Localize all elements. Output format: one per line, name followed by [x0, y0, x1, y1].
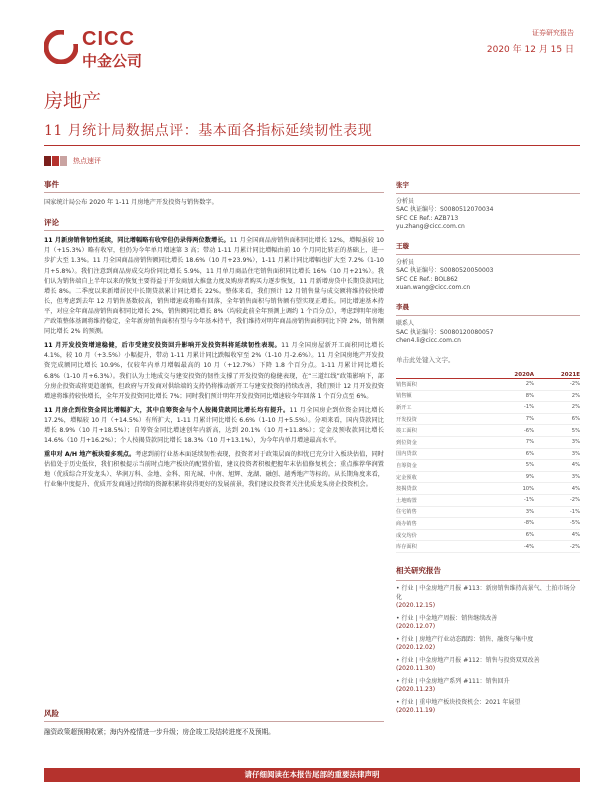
table-cell: 8%: [525, 392, 534, 399]
event-heading: 事件: [44, 180, 59, 189]
table-cell: -1%: [569, 508, 580, 515]
report-date: 2020 年 12 月 15 日: [486, 45, 574, 55]
related-list: [396, 585, 580, 716]
table-cell: 开发投资: [396, 416, 417, 423]
related-item[interactable]: [396, 657, 580, 674]
report-tag: 证券研究报告: [532, 29, 574, 37]
analyst-role: 联系人: [396, 320, 415, 328]
table-cell: -4%: [523, 543, 534, 550]
table-cell: 4%: [571, 532, 580, 539]
table-row: [396, 391, 580, 403]
analyst-name: 王璇: [396, 242, 409, 251]
paragraph-body: 11 月全国商品房销售面积同比增长 12%，增幅虽较 10 月（+15.3%）略有收窄，但仍为今年单月增速第 3 高；带动 1-11 月累计同比增幅由前 10 个月同比转正的基础上，进一步扩大至 1.3%。11 月全国商品房销售额同比增长 18.6%（10 月+23.9%），1-11 月累计同比增幅也扩大至 7.2%（1-10 月+5.8%）。我们注意到商品房成交均价同比增长 5.9%，11 月单月商品住宅销售面积同比增长 16%（10 月+21%）。我们认为销售端自上半年以来的恢复主要得益于开发商加大推盘力度及购房者购买力逐步恢复，11 月新增房贷中长期贷款同比增长 8%。二季度以来新增居民中长期贷款累计同比增长 22%。整体来看，我们预计 12 月销售量与成交额将维持较快增长，但考虑到去年 12 月销售基数较高，销售增速或将略有回落，全年销售面积与销售额有望实现正增长。同比增速基本持平，对应全年商品房销售面积同比增长 2%，销售额同比增长 8%（均较此前全年预测上调约 1 个百分点），考虑到明年房地产政策整体基调将维持稳定，全年新房销售面积有望与今年基本持平，我们维持对明年商品房销售面积同比下降 2%，销售额同比增长 2% 的预测。: [44, 237, 384, 336]
title-rule: [44, 145, 580, 146]
hot-comment-tag: [44, 156, 101, 166]
analyst-sfc: SFC CE Ref.: AZB713: [396, 214, 459, 222]
paragraph-body: 11 月全国房屋新开工面积同比增长 4.1%，较 10 月（+3.5%）小幅提升，带动 1-11 月累计同比跌幅收窄至 2%（1-10 月-2.6%）。11 月全国房地产开发投资完成额同比增长 10.9%，仅较年内单月增幅最高的 10 月（+12.7%）下降 1.8 个百分点。1-11 月累计同比增长 6.8%（1-10 月+6.3%）。我们认为土地成交与建安投资的韧性支撑了开发投资的稳健表现，在“三道红线”政策影响下，部分房企投资或将更趋谨慎，但政府与开发商对供给端的支持仍将推动新开工与建安投资的持续改善，我们预计 12 月开发投资增速将维持较快增长，全年开发投资同比增长 7%；同时我们预计明年开发投资同比增速较今年回落 1 个百分点至 6%。: [44, 342, 385, 400]
table-cell: 5%: [525, 462, 534, 469]
forecast-table: [396, 368, 580, 551]
comment-paragraph: [44, 341, 384, 402]
table-cell: 到位资金: [396, 439, 417, 446]
table-cell: 5%: [571, 427, 580, 434]
paragraph-body: 考虑到前行业基本面延续韧性表现，投资者对于政策层面的担忧已充分计入板块估值，同时估值处于历史低位，我们积极提示当前时点地产板块的配置价值，建议投资者积极把握年末估值修复机会；重点推荐华润置地（优质综合开发龙头）、华润万科、金地、金科、阳光城、中南、旭辉、龙湖、融创、越秀地产等标的。从长期角度来看，行业集中度提升、优质开发商通过持续的资源积累将获得更好的发展前景，我们建议投资者关注优质龙头房企投资机会。: [44, 451, 384, 489]
related-date: (2020.11.23): [396, 686, 436, 693]
related-reports: [396, 565, 580, 716]
table-cell: 住宅销售: [396, 509, 417, 516]
table-cell: 竣工面积: [396, 428, 417, 435]
event-text: 国家统计局公布 2020 年 1-11 月房地产开发投资与销售数字。: [44, 199, 218, 207]
divider: [44, 230, 384, 231]
table-cell: 6%: [525, 532, 534, 539]
table-cell: 6%: [571, 416, 580, 423]
table-cell: -2%: [569, 497, 580, 504]
table-cell: 定金预收: [396, 474, 417, 481]
related-date: (2020.11.30): [396, 665, 436, 672]
table-cell: -6%: [523, 427, 534, 434]
table-row: [396, 541, 580, 553]
main-column: [44, 180, 384, 495]
divider: [396, 254, 580, 255]
tag-bars-icon: [44, 156, 67, 166]
table-cell: -5%: [569, 520, 580, 527]
analyst-column: [396, 180, 580, 364]
table-cell: 库存面积: [396, 544, 417, 551]
analyst-block: [396, 180, 580, 231]
table-row: [396, 507, 580, 519]
table-cell: 2%: [525, 381, 534, 388]
table-row: [396, 437, 580, 449]
comment-paragraph: [44, 450, 384, 490]
table-cell: -8%: [523, 520, 534, 527]
paragraph-lead: 11 月房企到位资金同比增幅扩大，其中自筹资金与个人按揭贷款同比增长均有提升。: [44, 406, 290, 414]
table-cell: 土地购置: [396, 497, 417, 504]
table-cell: -2%: [569, 543, 580, 550]
related-title[interactable]: • 行业 | 中金房地产系列 #111：销售回升: [396, 677, 510, 685]
table-row: [396, 483, 580, 495]
sector-title: 房地产: [44, 90, 102, 112]
analyst-name: 李晨: [396, 303, 409, 312]
table-cell: 按揭贷款: [396, 486, 417, 493]
table-cell: 7%: [525, 439, 534, 446]
table-row: [396, 518, 580, 530]
analyst-sac: SAC 执证编号：S0080120080057: [396, 328, 494, 336]
logo-en: CICC: [82, 28, 135, 50]
paragraph-body: 11 月全国房企到位资金同比增长 17.2%，增幅较 10 月（+14.5%）有所扩大，1-11 月累计同比增长 6.6%（1-10 月+5.5%）。分项来看，国内贷款同比增长 8.9%（10 月+18.5%）；自筹资金同比增速创年内新高，达到 20.1%（10 月+11.8%）；定金及预收款同比增长 14.6%（10 月+16.2%）；个人按揭贷款同比增长 18.3%（10 月+13.1%），为今年内单月增速最高水平。: [44, 406, 385, 445]
report-title: 11 月统计局数据点评：基本面各指标延续韧性表现: [44, 123, 373, 139]
table-header-cell: 2020A: [514, 372, 534, 378]
related-heading: 相关研究报告: [396, 566, 441, 575]
legal-footer: 请仔细阅读在本报告尾部的重要法律声明: [44, 768, 580, 782]
table-row: [396, 495, 580, 507]
related-title[interactable]: • 行业 | 房地产行业动态跟踪：销售、融资与集中度: [396, 635, 534, 643]
table-cell: 4%: [571, 462, 580, 469]
table-cell: -1%: [523, 497, 534, 504]
analyst-email[interactable]: chen4.li@cicc.com.cn: [396, 336, 461, 344]
table-header-cell: 2021E: [560, 372, 580, 378]
comment-heading: 评论: [44, 218, 59, 228]
table-cell: 4%: [571, 485, 580, 492]
table-row: [396, 425, 580, 437]
table-cell: 10%: [522, 485, 534, 492]
table-cell: -2%: [569, 381, 580, 388]
cicc-logo: [44, 26, 164, 70]
related-title[interactable]: • 行业 | 中金地产周报：销售继续改善: [396, 614, 498, 622]
analyst-role: 分析员: [396, 259, 415, 267]
table-cell: 商办销售: [396, 520, 417, 527]
analyst-sfc: SFC CE Ref.: BOL862: [396, 275, 458, 283]
table-row: [396, 472, 580, 484]
divider: [44, 192, 384, 193]
table-cell: 7%: [525, 416, 534, 423]
table-cell: 3%: [525, 508, 534, 515]
table-row: [396, 379, 580, 391]
table-row: [396, 449, 580, 461]
table-row: [396, 530, 580, 542]
divider: [396, 315, 580, 316]
analyst-block: [396, 241, 580, 292]
comment-paragraph: [44, 236, 384, 337]
divider: [396, 193, 580, 194]
table-cell: 销售额: [396, 393, 412, 400]
logo-cn: 中金公司: [82, 52, 143, 70]
table-row: [396, 402, 580, 414]
related-item[interactable]: [396, 585, 580, 611]
chart-caption: 单击此处键入文字。: [396, 356, 455, 365]
table-cell: 2%: [571, 392, 580, 399]
risk-heading: 风险: [44, 709, 59, 718]
analyst-email[interactable]: xuan.wang@cicc.com.cn: [396, 284, 471, 292]
analyst-email[interactable]: yu.zhang@cicc.com.cn: [396, 222, 465, 230]
table-cell: 国内贷款: [396, 451, 417, 458]
divider: [396, 580, 580, 581]
paragraph-lead: 11 月新房销售韧性延续，同比增幅略有收窄但仍录得两位数增长。: [44, 237, 230, 245]
analyst-role: 分析员: [396, 198, 415, 205]
analyst-sac: SAC 执证编号：S0080512070034: [396, 206, 494, 214]
table-cell: 3%: [571, 474, 580, 481]
related-date: (2020.12.02): [396, 644, 436, 651]
related-item[interactable]: [396, 678, 580, 695]
table-cell: -1%: [523, 404, 534, 411]
table-row: [396, 460, 580, 472]
risk-text: 融资政策超预期收紧；海内外疫情进一步升级；房企竣工及结转进度不及预期。: [44, 728, 275, 736]
table-cell: 9%: [525, 474, 534, 481]
table-cell: 3%: [571, 439, 580, 446]
table-body: [396, 379, 580, 553]
table-cell: 3%: [571, 450, 580, 457]
related-item[interactable]: [396, 615, 580, 632]
related-title[interactable]: • 行业 | 中金房地产月报 #112：销售与投资双双改善: [396, 656, 540, 664]
risk-section: [44, 708, 580, 736]
related-date: (2020.12.07): [396, 623, 436, 630]
table-cell: 成交均价: [396, 532, 417, 539]
divider: [44, 721, 384, 722]
table-cell: 2%: [571, 404, 580, 411]
paragraph-lead: 11 月开发投资增速稳健，后市受建安投资回升影响开发投资料将延续韧性表现。: [44, 342, 282, 350]
comment-paragraph: [44, 406, 384, 446]
cicc-logo-icon: [44, 30, 78, 64]
table-cell: 新开工: [396, 404, 412, 411]
related-date: (2020.12.15): [396, 602, 436, 609]
analyst-name: 张宇: [396, 181, 409, 189]
table-cell: 销售面积: [396, 381, 417, 388]
analyst-sac: SAC 执证编号：S0080520050003: [396, 267, 494, 275]
related-item[interactable]: [396, 636, 580, 653]
table-cell: 6%: [525, 450, 534, 457]
tag-label: 热点速评: [73, 157, 101, 165]
table-row: [396, 414, 580, 426]
related-title[interactable]: • 行业 | 重申地产板块投资机会：2021 年展望: [396, 698, 521, 706]
paragraph-lead: 重申对 A/H 地产板块看多观点。: [44, 451, 136, 459]
table-cell: 自筹资金: [396, 462, 417, 469]
related-date: (2020.11.19): [396, 707, 436, 714]
related-title[interactable]: • 行业 | 中金房地产月报 #113：新房销售维持高景气、土拍市场分化: [396, 585, 576, 601]
table-header: [396, 368, 580, 379]
analyst-block: [396, 302, 580, 345]
